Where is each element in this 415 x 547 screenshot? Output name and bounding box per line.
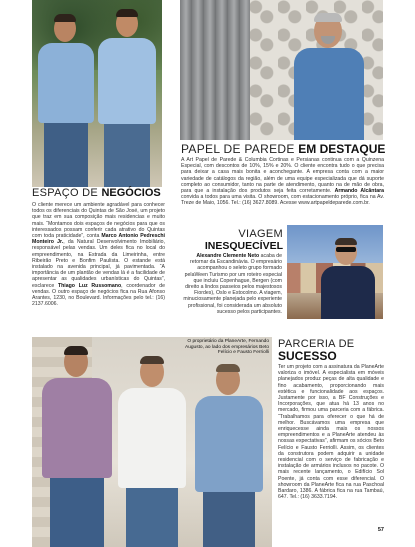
negocios-title-bold: NEGÓCIOS — [101, 187, 161, 199]
parceria-caption: O proprietário da PlaneArte, Fernando Augusto, ao lado dos empresários Beto Felício e Fausto Ferriolli — [185, 339, 269, 356]
photo-negocios — [32, 0, 162, 187]
viagem-title-bold: INESQUECÍVEL — [204, 240, 283, 252]
destaque-title-bold: EM DESTAQUE — [298, 142, 386, 156]
viagem-person: Alexandre Clemente Neto — [196, 253, 260, 259]
negocios-body-1: O cliente merece um ambiente agradável para conhecer todos os diferenciais do Quintas de São José, um projeto que traz em sua composição mais residencias e muito mais. “Montamos dois espaços de negócios para que os interessados possam conferir cada atrativo do Quintas com toda praticidade”, conta — [32, 202, 165, 240]
photo-parceria — [32, 337, 272, 547]
viagem-body-text: acaba de retornar da Escandinávia. O empresário acompanhou o seleto grupo formado pelaWeen Turismo por um roteiro especial que incluiu Copenhague, Bergen (com direito a lindos passeios pelos majestosos Fiordes), Oslo e Estocolmo. A viagem, minuciosamente planejada pelo experiente profissional, foi considerada um absoluto sucesso pelos participantes. — [183, 253, 282, 315]
destaque-title — [181, 142, 385, 156]
destaque-body-1: A Art Papel de Parede & Columbia Cortinas e Persianas continua com a Quinzena Especial, com descontos de 10%, 15% e 20%. O cliente encontra tudo o que precisa para deixar a casa mais bonita e aconchegante. A empresa conta com a maior variedade de catálogos da região, além de uma equipe especializada que dá suporte completo ao consumidor, tanto na parte de atendimento, quanto na de mão de obra, para que a instalação dos produtos seja feita corretamente. — [181, 157, 384, 195]
photo-viagem — [287, 225, 383, 319]
destaque-body-2: convida a todos para uma visita. O showroom, com estacionamento próprio, fica na Av. Treze de Maio, 1056. Tel.: (16) 3627.8089. Acesse www.artpapeldeparede.com.br. — [181, 194, 384, 207]
destaque-title-light: PAPEL DE PAREDE — [181, 142, 299, 156]
negocios-body — [32, 202, 165, 307]
destaque-body — [181, 157, 384, 207]
destaque-person: Armando Alcântara — [334, 188, 384, 195]
negocios-body-3: , coordenador de vendas. O outro espaço de negócios fica na Rua Afonso Arantes, 1230, no Boulevard. Informações pelo tel.: (16) 2137.6006. — [32, 282, 165, 308]
viagem-title-light: VIAGEM — [238, 228, 283, 240]
negocios-body-2: , da Natural Desenvolvimento Imobiliário, responsável pelas vendas. Um deles fica no local do empreendimento, na Estrada da Limeirinha, entre Ribeirão Preto e Bonfim Paulista. O estande está instalado na avenida principal, já pavimentada. “A importância de um plantão de vendas lá é a facilidade de apresentar as qualidades urbanísticas do Quintas”, esclarece — [32, 239, 165, 289]
parceria-title — [278, 338, 384, 363]
negocios-person-2: Thiago Luz Russomano — [57, 282, 122, 289]
page-number: 57 — [377, 527, 384, 533]
negocios-title-light: ESPAÇO DE — [32, 187, 102, 199]
negocios-title — [32, 187, 172, 200]
viagem-body — [181, 253, 282, 315]
negocios-person-1: Marco Antonio Pedreschi Monteiro Jr. — [32, 233, 165, 246]
parceria-body: Ter um projeto com a assinatura da PlaneArte valoriza o imóvel. A especialista em móveis planejados produz peças de alta qualidade e fino acabamento, proporcionando mais estética e funcionalidade aos espaços. Justamente por isso, a BF Construções e Incorporações, que atua há 13 anos no mercado, firmou uma parceria com a fábrica. “Trabalhamos para oferecer o que há de melhor. Buscávamos uma empresa que enriquecesse ainda mais os nossos empreendimentos e a PlaneArte atendeu às nossas expectativas”, afirmam os sócios Beto Felício e Fausto Ferriolli. Assim, os clientes da construtora podem adquirir a unidade residencial com o serviço de fabricação e instalação de armários inclusos no pacote. O mais recente lançamento, o Edifício Sol Poente, já conta com esse diferencial. O showroom da PlaneArte fica na rua Paschoal Bardaro, 1386. A fábrica fica na rua Tambaú, 647. Tel.: (16) 3633.7194. — [278, 364, 384, 501]
parceria-title-light: PARCERIA DE — [278, 338, 355, 350]
parceria-title-bold: SUCESSO — [278, 349, 337, 363]
viagem-title — [180, 228, 283, 252]
photo-destaque — [180, 0, 383, 140]
